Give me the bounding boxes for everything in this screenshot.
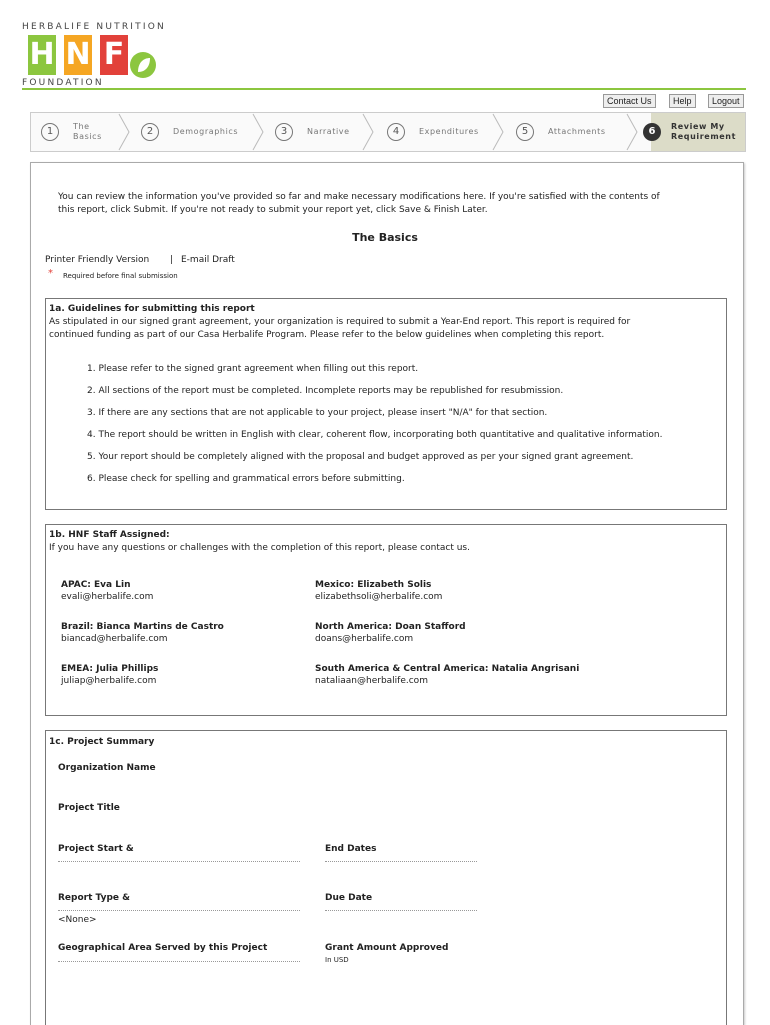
guideline-item: 1. Please refer to the signed grant agreement when filling out this report. [87,364,419,374]
logo-letter-n: N [64,35,92,75]
staff-name: Brazil: Bianca Martins de Castro [61,622,224,632]
staff-email[interactable]: biancad@herbalife.com [61,634,168,644]
header-rule [22,88,746,90]
staff-email[interactable]: elizabethsoli@herbalife.com [315,592,443,602]
due-date-field[interactable] [325,910,477,911]
chevron-right-icon [625,113,639,151]
step-review-requirement[interactable] [643,113,736,151]
step-navigation [30,112,746,152]
guidelines-desc-1: As stipulated in our signed grant agreement, your organization is required to submit a Year-End report. This report is required for [49,317,631,327]
step-label: Demographics [173,127,239,136]
logo-bottom-text: FOUNDATION [22,78,104,88]
staff-name: South America & Central America: Natalia Angrisani [315,664,580,674]
step-expenditures[interactable] [387,113,479,151]
project-summary-title: 1c. Project Summary [49,737,155,747]
step-attachments[interactable] [516,113,606,151]
project-title-label: Project Title [58,803,120,813]
guideline-item: 6. Please check for spelling and grammatical errors before submitting. [87,474,405,484]
grant-amount-unit: In USD [325,956,349,964]
organization-name-label: Organization Name [58,763,156,773]
guideline-item: 2. All sections of the report must be completed. Incomplete reports may be republished for resubmission. [87,386,564,396]
step-label: Review My [671,122,725,131]
staff-email[interactable]: doans@herbalife.com [315,634,414,644]
logo-top-text: HERBALIFE NUTRITION [22,22,166,32]
step-number: 1 [41,123,59,141]
step-demographics[interactable] [141,113,238,151]
staff-title: 1b. HNF Staff Assigned: [49,530,170,540]
report-type-label: Report Type & [58,893,130,903]
help-link[interactable]: Help [669,94,696,108]
step-label: Attachments [548,127,606,136]
step-label: Narrative [307,127,350,136]
end-dates-field[interactable] [325,861,477,862]
step-number: 5 [516,123,534,141]
geographical-area-label: Geographical Area Served by this Project [58,943,268,953]
logo-letter-h: H [28,35,56,75]
step-label: Expenditures [419,127,479,136]
step-label: Basics [73,132,102,141]
grant-amount-label: Grant Amount Approved [325,943,449,953]
staff-name: North America: Doan Stafford [315,622,466,632]
guideline-item: 3. If there are any sections that are not applicable to your project, please insert "N/A" for that section. [87,408,548,418]
step-number-active: 6 [643,123,661,141]
chevron-right-icon [117,113,131,151]
chevron-right-icon [251,113,265,151]
step-narrative[interactable] [275,113,350,151]
link-separator: | [170,255,174,265]
contact-us-link[interactable]: Contact Us [603,94,656,108]
guidelines-title: 1a. Guidelines for submitting this report [49,304,255,314]
staff-name: Mexico: Elizabeth Solis [315,580,432,590]
staff-email[interactable]: nataliaan@herbalife.com [315,676,428,686]
intro-line-2: this report, click Submit. If you're not ready to submit your report yet, click Save & Finish Later. [58,205,488,215]
step-label: Requirement [671,132,737,141]
guidelines-desc-2: continued funding as part of our Casa Herbalife Program. Please refer to the below guidelines when completing this report. [49,330,605,340]
step-the-basics[interactable] [41,113,102,151]
staff-email[interactable]: evali@herbalife.com [61,592,154,602]
report-type-value: <None> [58,915,97,925]
staff-name: APAC: Eva Lin [61,580,131,590]
chevron-right-icon [491,113,505,151]
guideline-item: 5. Your report should be completely aligned with the proposal and budget approved as per your signed grant agreement. [87,452,634,462]
staff-name: EMEA: Julia Phillips [61,664,159,674]
section-title: The Basics [352,231,418,244]
project-summary-box [45,730,727,1025]
printer-friendly-link[interactable]: Printer Friendly Version [45,255,150,265]
logout-link[interactable]: Logout [708,94,744,108]
step-label: The [73,122,90,131]
step-number: 4 [387,123,405,141]
logo-letter-f: F [100,35,128,75]
staff-email[interactable]: juliap@herbalife.com [61,676,157,686]
required-marker-icon: * [48,268,53,279]
due-date-label: Due Date [325,893,373,903]
project-start-label: Project Start & [58,844,134,854]
project-start-field[interactable] [58,861,300,862]
guideline-item: 4. The report should be written in English with clear, coherent flow, incorporating both quantitative and qualitative information. [87,430,663,440]
leaf-icon [130,52,156,78]
end-dates-label: End Dates [325,844,377,854]
staff-desc: If you have any questions or challenges with the completion of this report, please contact us. [49,543,470,553]
report-type-field[interactable] [58,910,300,911]
intro-line-1: You can review the information you've provided so far and make necessary modifications here. If you're satisfied with the contents of [58,192,660,202]
required-note: Required before final submission [63,272,178,280]
geographical-area-field[interactable] [58,961,300,962]
chevron-right-icon [361,113,375,151]
step-number: 3 [275,123,293,141]
step-number: 2 [141,123,159,141]
email-draft-link[interactable]: E-mail Draft [181,255,235,265]
